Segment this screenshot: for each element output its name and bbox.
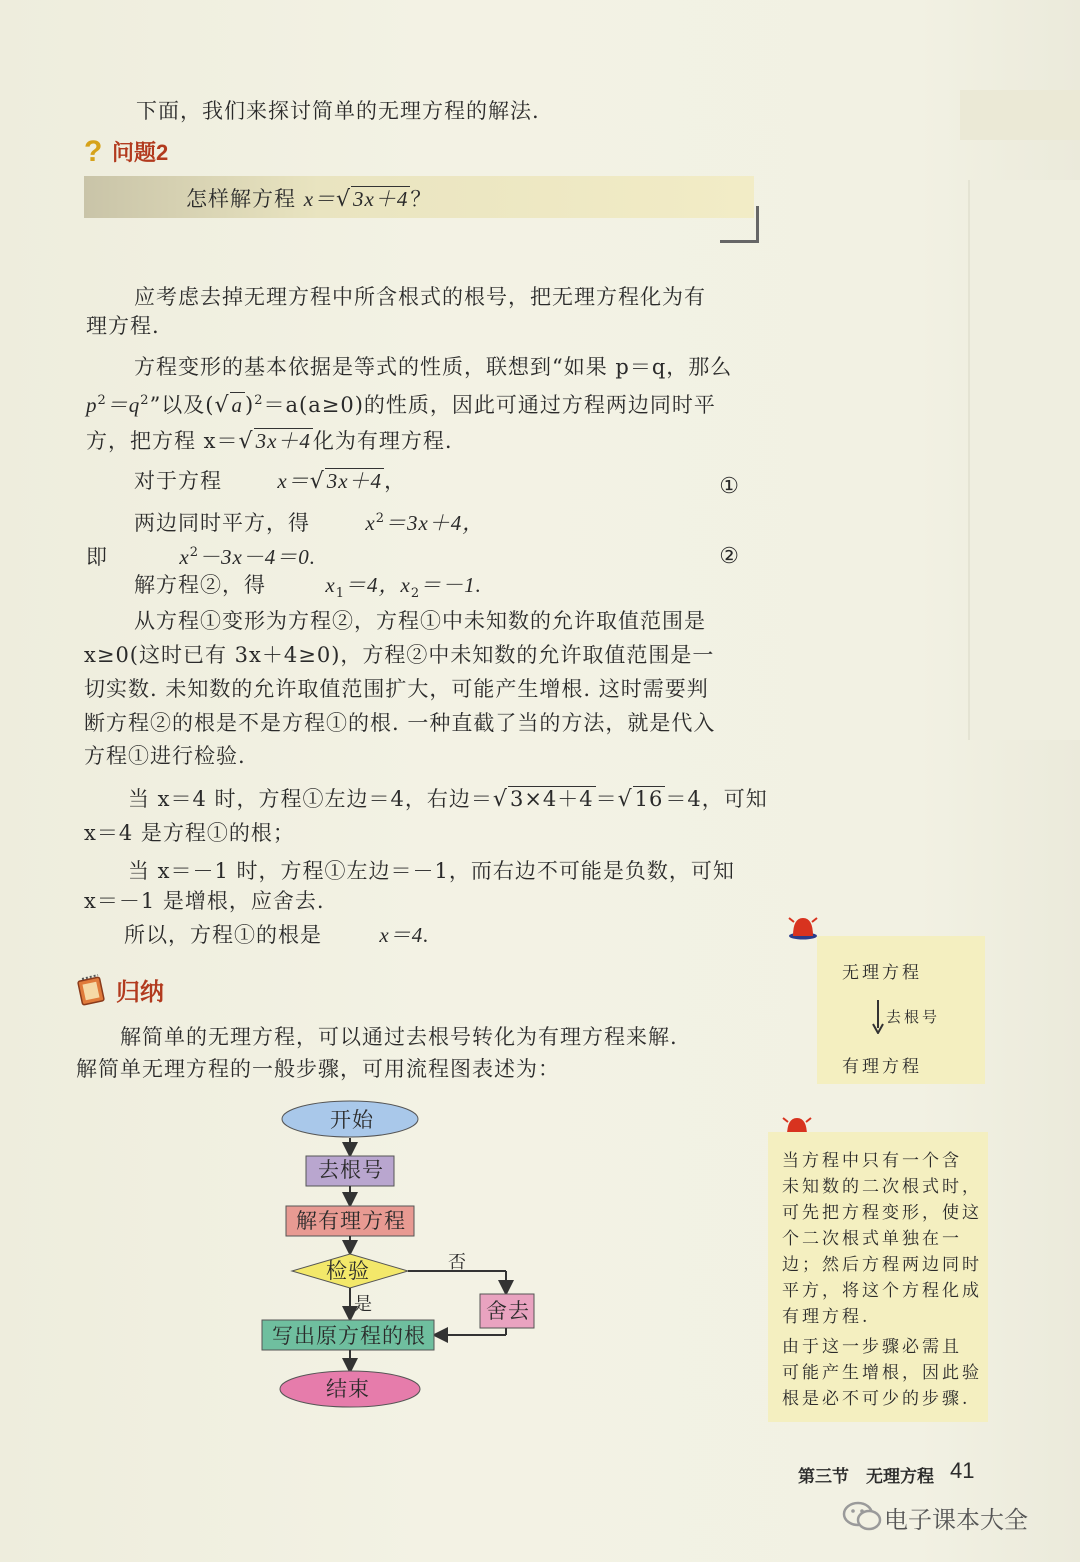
para2-radicand: 3x＋4 [255,429,311,453]
problem-question-text: 怎样解方程 [186,187,296,211]
paren-close: ) [245,393,255,417]
step4-label: 解方程②，得 [134,573,266,597]
problem-header [84,136,168,167]
wechat-icon [842,1500,882,1532]
alarm-light-icon [786,912,820,940]
summary-title: 归纳 [116,979,164,1006]
para2-mid: ”以及( [149,393,215,417]
problem-title: 问题2 [112,140,169,165]
check-eq: ＝ [595,787,618,811]
check-radicand2: 16 [634,787,664,811]
flow-write: 写出原方程的根 [272,1324,426,1348]
step2-rhs: ＝3x＋4， [384,511,485,535]
flowchart [250,1098,540,1410]
summary-line2: 解简单无理方程的一般步骤，可用流程图表述为： [76,1057,560,1081]
sup-2b: 2 [140,393,150,408]
sqrt-icon: √ [309,469,325,494]
sqrt-icon: √ [617,787,633,812]
problem-eq-radicand: 3x＋4 [353,187,409,211]
para3-line4: 断方程②的根是不是方程①的根. 一种直截了当的方法，就是代入 [84,711,716,735]
check-radicand1: 3×4＋4 [509,787,594,811]
sup-2: 2 [189,545,199,560]
problem-question [186,184,432,215]
side-note-arrow-label: 去根号 [886,1008,941,1026]
problem-corner [720,206,759,243]
side-note-line: 当方程中只有一个含 [782,1151,962,1171]
x1-eq: ＝4，x [344,573,411,597]
x2-sub: 2 [410,586,421,602]
side-note-line: 可能产生增根，因此验 [782,1363,982,1383]
step3-rhs: －3x－4＝0. [198,545,317,569]
para2-l3a: 方，把方程 x＝ [86,429,239,453]
conclusion-root: x＝4. [379,923,430,947]
step3-x: x [179,545,190,569]
step1-comma: ， [384,469,407,493]
flow-remove-root: 去根号 [318,1158,384,1182]
flow-end: 结束 [326,1377,370,1401]
question-mark-icon: ? [84,134,103,168]
sqrt-icon: √ [238,429,254,454]
check-line3: 当 x＝－1 时，方程①左边＝－1，而右边不可能是负数，可知 [128,859,735,883]
sqrt-icon: √ [492,787,508,812]
bleed-through-panel [968,180,1080,740]
sup-2c: 2 [254,393,264,408]
footer-chapter: 无理方程 [866,1467,934,1486]
step2 [134,504,484,538]
x2-eq: ＝－1. [420,573,482,597]
footer-page-number: 41 [950,1458,975,1483]
equation-number-2: ② [719,544,740,569]
watermark-text: 电子课本大全 [884,1507,1028,1534]
side-note-line: 由于这一步骤必需且 [782,1337,962,1357]
flow-discard: 舍去 [486,1299,530,1323]
para3-line2: x≥0(这时已有 3x＋4≥0)，方程②中未知数的允许取值范围是一 [84,643,715,667]
flow-no: 否 [448,1252,467,1273]
para1-line1: 应考虑去掉无理方程中所含根式的根号，把无理方程化为有 [134,285,706,309]
side-note-top: 无理方程 [842,963,922,983]
equation-number-1: ① [719,474,740,499]
side-note-line: 边；然后方程两边同时 [782,1255,982,1275]
para1-line2: 理方程. [86,314,160,338]
side-note-line: 有理方程. [782,1307,871,1327]
step1 [134,466,406,497]
footer-section: 第三节 [798,1467,849,1486]
step1-radicand: 3x＋4 [326,469,383,493]
check-c1e: ＝4，可知 [665,787,768,811]
sup-2: 2 [375,511,385,526]
side-note-line: 个二次根式单独在一 [782,1229,962,1249]
bleed-through-shade [960,90,1080,140]
notebook-icon [76,973,110,1007]
para2-line1: 方程变形的基本依据是等式的性质，联想到“如果 p＝q，那么 [134,355,733,379]
side-note-line: 根是必不可少的步骤. [782,1389,971,1409]
check-line5 [124,920,429,950]
check-line2: x＝4 是方程①的根； [84,821,295,845]
check-c1a: 当 x＝4 时，方程①左边＝4，右边＝ [128,787,493,811]
step3 [86,538,316,572]
step1-label: 对于方程 [134,469,222,493]
flow-check: 检验 [326,1259,370,1283]
problem-eq-lhs: x＝ [303,187,337,211]
flow-start: 开始 [330,1108,374,1132]
step1-lhs: x＝ [277,469,310,493]
side-note-line: 可先把方程变形，使这 [782,1203,982,1223]
conclusion-label: 所以，方程①的根是 [124,923,322,947]
check-line1 [128,784,768,815]
summary-line1: 解简单的无理方程，可以通过去根号转化为有理方程来解. [120,1025,678,1049]
para2-tail: ＝a(a≥0)的性质，因此可通过方程两边同时平 [263,393,716,417]
flow-yes: 是 [354,1294,373,1315]
step3-label: 即 [86,545,108,569]
sqrt-icon: √ [336,187,352,212]
para2-l3c: 化为有理方程. [312,429,453,453]
para3-line5: 方程①进行检验. [84,744,246,768]
flow-solve: 解有理方程 [296,1209,406,1233]
summary-header [76,972,164,1007]
problem-eq-end: ？ [410,187,433,211]
check-line4: x＝－1 是增根，应舍去. [84,889,325,913]
sqrt-icon: √ [214,393,230,418]
down-arrow-icon [872,1000,884,1034]
step2-label: 两边同时平方，得 [134,511,310,535]
para3-line3: 切实数. 未知数的允许取值范围扩大，可能产生增根. 这时需要判 [84,677,709,701]
x1-var: x [325,573,336,597]
side-note-line: 未知数的二次根式时， [782,1177,982,1197]
side-note-bottom: 有理方程 [842,1057,922,1077]
p-var: p [86,393,98,417]
intro-text: 下面，我们来探讨简单的无理方程的解法. [136,99,540,123]
para2-line2 [86,386,716,421]
step2-x: x [365,511,376,535]
para2-line3 [86,426,453,457]
sup-2: 2 [97,393,107,408]
eq-q: ＝q [106,393,141,417]
radicand-a: a [231,393,244,417]
x1-sub: 1 [335,586,345,602]
step4 [134,570,482,609]
para3-line1: 从方程①变形为方程②，方程①中未知数的允许取值范围是 [134,609,706,633]
side-note-line: 平方，将这个方程化成 [782,1281,982,1301]
